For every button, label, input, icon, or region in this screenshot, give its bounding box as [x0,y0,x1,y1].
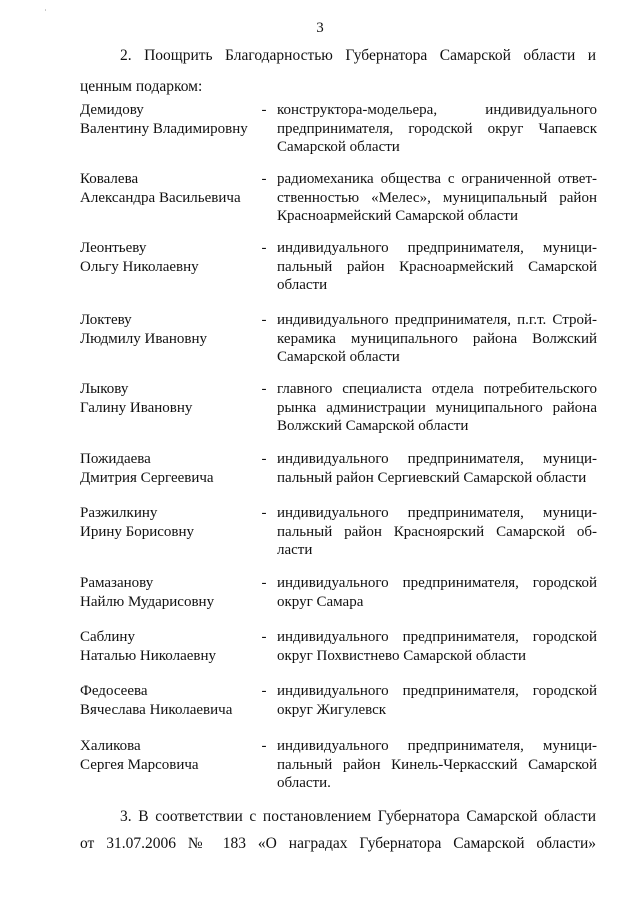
awardee-given-names: Валентину Владимировну [80,120,248,137]
awardee-description [277,450,597,487]
scan-mark: ˙ [44,8,47,18]
awardee-given-names: Александра Васильевича [80,189,241,206]
description-line: области. [277,775,331,791]
awardee-given-names: Найлю Мударисовну [80,593,215,610]
page-number: 3 [316,20,324,36]
awardee-surname: Пожидаева [80,451,151,467]
description-line: пальный район Красноармейский Самарской [277,258,597,275]
section-2-line-1: 2. Поощрить Благодарностью Губернатора Самарской области и [120,47,596,64]
awardee-name [80,311,258,348]
description-line: ственностью «Мелес», муниципальный район [277,189,597,206]
awardee-name [80,737,258,774]
description-line: Самарской области [277,349,400,365]
description-line: индивидуального предпринимателя, муници- [277,451,597,467]
description-line: индивидуального предпринимателя, п.г.т. Строй- [277,312,597,328]
entry-dash: - [261,171,267,187]
awardee-given-names: Наталью Николаевну [80,647,217,664]
awardee-description [277,628,597,665]
awardee-name [80,682,258,719]
description-line: индивидуального предпринимателя, городской [277,683,597,699]
awardee-surname: Саблину [80,629,135,645]
awardee-given-names: Ольгу Николаевну [80,258,199,275]
awardee-name [80,170,258,207]
description-line: округ Жигулевск [277,701,387,718]
awardee-surname: Разжилкину [80,505,158,521]
entry-dash: - [261,102,267,118]
awardee-given-names: Галину Ивановну [80,399,193,416]
awardee-surname: Рамазанову [80,575,154,591]
entry-dash: - [261,505,267,521]
description-line: Красноармейский Самарской области [277,208,519,224]
awardee-surname: Демидову [80,102,144,118]
awardee-name [80,504,258,541]
description-line: рынка администрации муниципального района [277,399,597,416]
entry-dash: - [261,575,267,591]
awardee-description [277,170,597,226]
awardee-given-names: Дмитрия Сергеевича [80,469,214,486]
description-line: пальный район Красноярский Самарской об- [277,523,597,540]
description-line: индивидуального предпринимателя, муници- [277,505,597,521]
description-line: предпринимателя, городской округ Чапаевск [277,120,597,137]
entry-dash: - [261,738,267,754]
awardee-surname: Леонтьеву [80,240,147,256]
awardee-surname: Лыкову [80,381,129,397]
awardee-name [80,450,258,487]
awardee-given-names: Ирину Борисовну [80,523,195,540]
description-line: Волжский Самарской области [277,418,469,434]
description-line: ласти [277,542,313,558]
entry-dash: - [261,451,267,467]
description-line: округ Самара [277,593,364,610]
awardee-description [277,311,597,367]
description-line: радиомеханика общества с ограниченной ответ- [277,171,597,187]
awardee-description [277,574,597,611]
awardee-description [277,682,597,719]
description-line: индивидуального предпринимателя, городской [277,575,597,591]
awardee-surname: Ковалева [80,171,139,187]
description-line: округ Похвистнево Самарской области [277,647,527,664]
awardee-name [80,101,258,138]
awardee-description [277,380,597,436]
description-line: пальный район Кинель-Черкасский Самарской [277,756,597,773]
section-3-line-2: от 31.07.2006 № 183 «О наградах Губернатора Самарской области» [80,835,596,852]
entry-dash: - [261,381,267,397]
awardee-surname: Локтеву [80,312,132,328]
awardee-description [277,239,597,295]
description-line: области [277,277,328,293]
awardee-description [277,504,597,560]
description-line: керамика муниципального района Волжский [277,330,597,347]
awardee-surname: Халикова [80,738,141,754]
awardee-given-names: Людмилу Ивановну [80,330,208,347]
entry-dash: - [261,683,267,699]
description-line: главного специалиста отдела потребительского [277,381,597,397]
awardee-name [80,628,258,665]
awardee-name [80,239,258,276]
awardee-given-names: Сергея Марсовича [80,756,199,773]
awardee-description [277,101,597,157]
awardee-description [277,737,597,793]
awardee-name [80,574,258,611]
description-line: конструктора-модельера, индивидуального [277,102,597,118]
awardee-name [80,380,258,417]
awardee-surname: Федосеева [80,683,148,699]
description-line: индивидуального предпринимателя, муници- [277,240,597,256]
entry-dash: - [261,629,267,645]
description-line: Самарской области [277,139,400,155]
description-line: индивидуального предпринимателя, городской [277,629,597,645]
awardee-given-names: Вячеслава Николаевича [80,701,233,718]
section-2-line-2: ценным подарком: [80,78,203,95]
description-line: пальный район Сергиевский Самарской области [277,469,587,486]
entry-dash: - [261,240,267,256]
description-line: индивидуального предпринимателя, муници- [277,738,597,754]
entry-dash: - [261,312,267,328]
section-3-line-1: 3. В соответствии с постановлением Губернатора Самарской области [120,808,596,825]
